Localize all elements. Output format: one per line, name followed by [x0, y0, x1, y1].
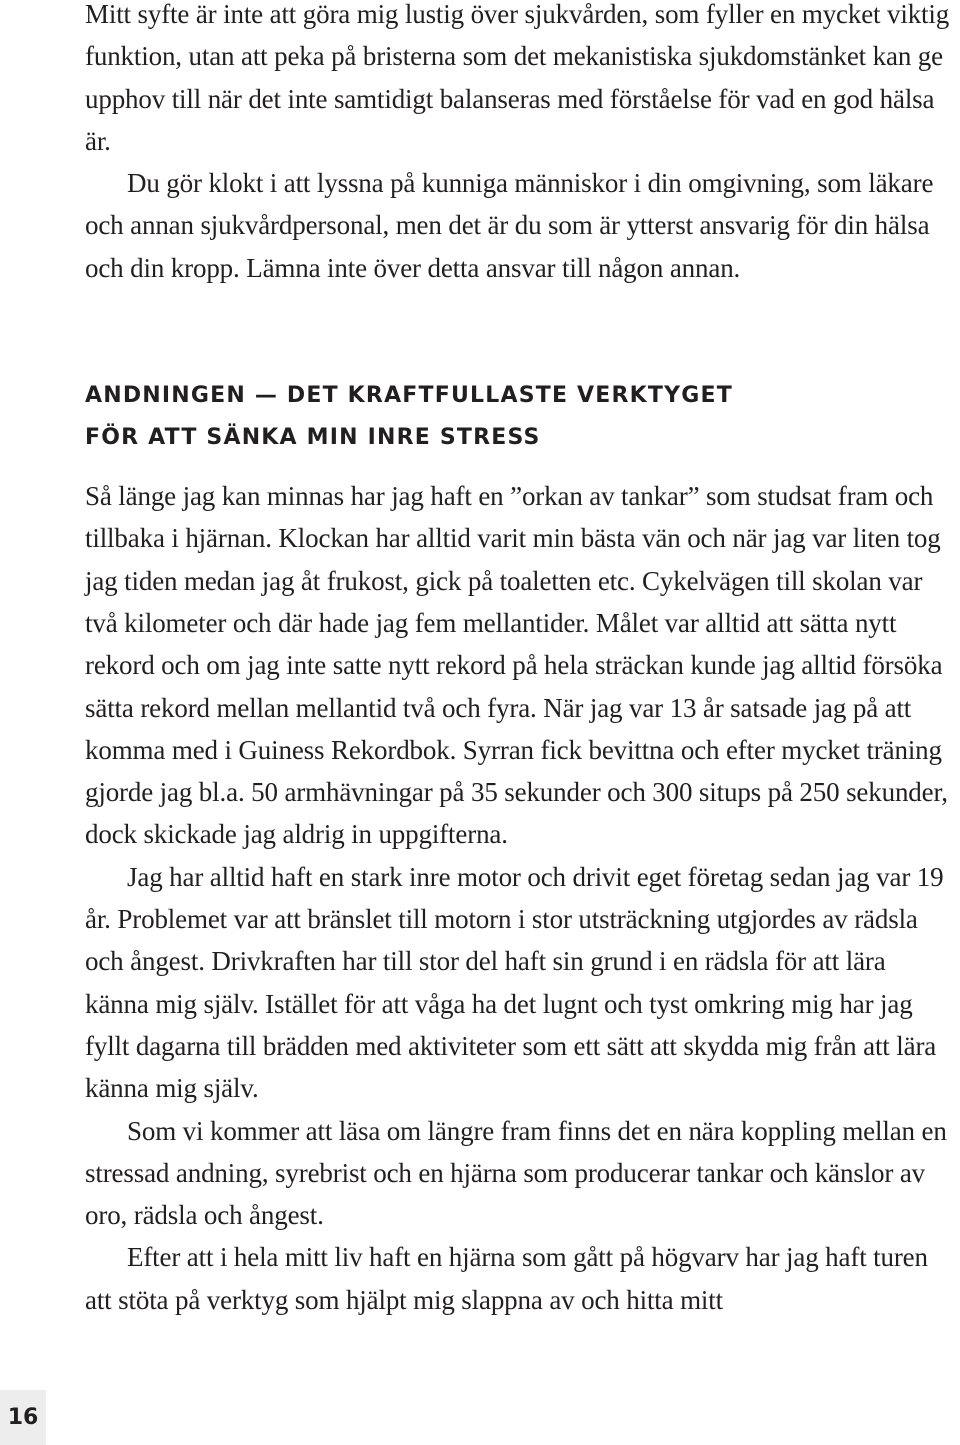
body-paragraph: Som vi kommer att läsa om längre fram finns det en nära koppling mellan en stressad andning, syrebrist och en hjärna som producerar tankar och känslor av oro, rädsla och ångest.	[85, 1115, 947, 1231]
body-paragraph: Efter att i hela mitt liv haft en hjärna som gått på högvarv har jag haft turen att stöta på verktyg som hjälpt mig slappna av och hitta mitt	[85, 1242, 928, 1315]
page-number: 16	[0, 1390, 46, 1445]
body-paragraph: Du gör klokt i att lyssna på kunniga människor i din omgivning, som läkare och annan sjukvårdpersonal, men det är du som är ytterst ansvarig för din hälsa och din kropp. Lämna inte över detta ansvar till någon annan.	[85, 168, 934, 283]
page-body	[85, 0, 955, 1321]
body-paragraph: Jag har alltid haft en stark inre motor och drivit eget företag sedan jag var 19 år. Problemet var att bränslet till motorn i stor utsträckning utgjordes av rädsla och ångest. Drivkraften har till stor del haft sin grund i en rädsla för att lära känna mig själv. Istället för att våga ha det lugnt och tyst omkring mig har jag fyllt dagarna till brädden med aktiviteter som ett sätt att skydda mig från att lära känna mig själv.	[85, 861, 944, 1104]
section-heading	[85, 375, 955, 459]
body-paragraph: Så länge jag kan minnas har jag haft en ”orkan av tankar” som studsat fram och tillbaka i hjärnan. Klockan har alltid varit min bästa vän och när jag var liten tog jag tiden medan jag åt frukost, gick på toaletten etc. Cykelvägen till skolan var två kilometer och där hade jag fem mellantider. Målet var alltid att sätta nytt rekord och om jag inte satte nytt rekord på hela sträckan kunde jag alltid försöka sätta rekord mellan mellantid två och fyra. När jag var 13 år satsade jag på att komma med i Guiness Rekordbok. Syrran fick bevittna och efter mycket träning gjorde jag bl.a. 50 armhävningar på 35 sekunder och 300 situps på 250 sekunder, dock skickade jag aldrig in uppgifterna.	[85, 481, 948, 850]
body-paragraph: Mitt syfte är inte att göra mig lustig över sjukvården, som fyller en mycket viktig funktion, utan att peka på bristerna som det mekanistiska sjukdomstänket kan ge upphov till när det inte samtidigt balanseras med förståelse för vad en god hälsa är.	[85, 0, 950, 156]
section-heading-line-2: FÖR ATT SÄNKA MIN INRE STRESS	[85, 425, 541, 451]
section-heading-line-1: ANDNINGEN — DET KRAFTFULLASTE VERKTYGET	[85, 383, 733, 409]
